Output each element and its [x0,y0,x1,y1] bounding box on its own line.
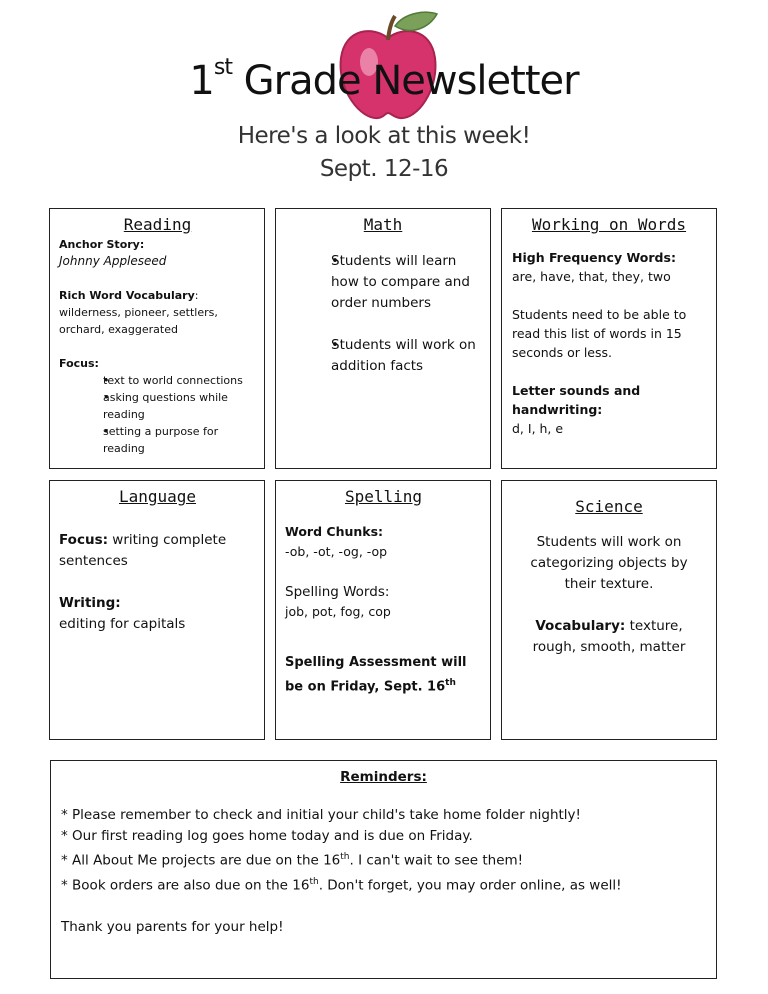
math-heading: Math [363,215,403,234]
hf-words: are, have, that, they, two [512,269,671,284]
anchor-story-title: Johnny Appleseed [59,254,167,268]
spelling-words-label: Spelling Words: [285,584,390,600]
language-focus-text: writing complete sentences [59,532,227,569]
page-title: 1st Grade Newsletter [189,54,579,104]
word-chunks-label: Word Chunks: [285,524,384,539]
spelling-assessment: Spelling Assessment will be on Friday, Sept. 16th [285,655,467,695]
focus-label: Focus: [59,357,99,370]
page-subtitle [0,120,768,186]
spelling-heading: Spelling [344,487,423,506]
thank-you-line: Thank you parents for your help! [61,919,284,935]
week-dates: Sept. 12-16 [319,156,449,182]
anchor-story-label: Anchor Story: [59,238,145,251]
science-vocab: texture, rough, smooth, matter [532,618,686,655]
writing-text: editing for capitals [59,616,186,632]
science-heading: Science [575,497,643,516]
hf-note: Students need to be able to read this list of words in 15 seconds or less. [512,307,687,360]
reminders-box [50,760,717,979]
working-on-words-box [501,208,717,469]
newsletter-header [0,0,768,200]
words-heading: Working on Words [531,215,687,234]
science-vocab-label: Vocabulary: [535,618,626,634]
language-focus-label: Focus: [59,532,108,548]
vocab-label: Rich Word Vocabulary [59,289,195,302]
language-heading: Language [118,487,197,506]
reading-heading: Reading [123,215,192,234]
reminder-line: * Our first reading log goes home today and is due on Friday. [61,828,473,844]
writing-label: Writing: [59,595,121,611]
reminders-heading: Reminders: [340,769,427,785]
word-chunks: -ob, -ot, -og, -op [285,544,388,559]
focus-list [59,372,256,457]
reminder-line: * All About Me projects are due on the 16th. I can't wait to see them! [61,852,524,869]
list-item: • Students will work on addition facts [331,335,481,377]
list-item: • setting a purpose for reading [103,423,256,457]
vocab-words: wilderness, pioneer, settlers, orchard, exaggerated [59,306,218,336]
list-item: • asking questions while reading [103,389,256,423]
science-box [501,480,717,740]
list-item: • Students will learn how to compare and order numbers [331,251,481,314]
letter-sounds-label: Letter sounds and handwriting: [512,383,641,417]
math-list [284,251,481,377]
week-greeting: Here's a look at this week! [237,123,531,149]
letter-sounds: d, I, h, e [512,421,564,436]
spelling-box [275,480,491,740]
language-box [49,480,265,740]
reading-box: Reading Anchor Story: Johnny Appleseed Rich Word Vocabulary: wilderness, pioneer, settlers, orchard, exaggerated Focus: • text to world connections • asking questions while reading • setting a purpose for reading [49,208,265,469]
reminder-line: * Please remember to check and initial your child's take home folder nightly! [61,807,581,823]
spelling-words: job, pot, fog, cop [285,604,391,619]
list-item: • text to world connections [103,372,256,389]
science-text: Students will work on categorizing objects by their texture. [530,534,688,592]
reminder-line: * Book orders are also due on the 16th. Don't forget, you may order online, as well! [61,876,622,893]
hf-words-label: High Frequency Words: [512,250,676,265]
math-box [275,208,491,469]
